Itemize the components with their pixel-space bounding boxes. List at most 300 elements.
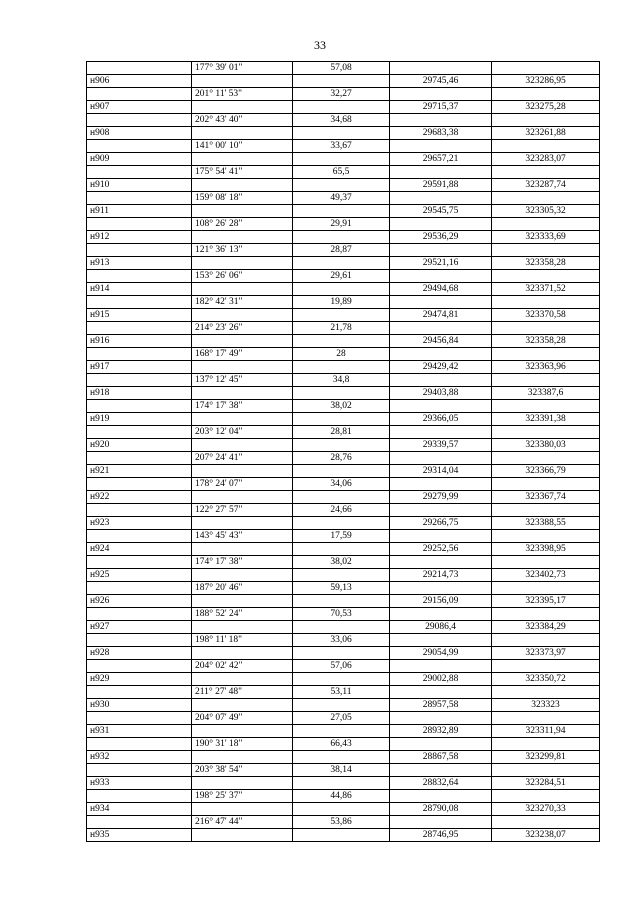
direction-angle-cell xyxy=(192,413,293,426)
distance-cell: 44,86 xyxy=(293,790,390,803)
point-name-cell xyxy=(87,452,192,465)
point-name-cell xyxy=(87,556,192,569)
coord-x-cell: 29339,57 xyxy=(390,439,492,452)
table-row xyxy=(87,426,600,439)
page-number: 33 xyxy=(314,38,326,52)
coord-x-cell xyxy=(390,764,492,777)
coord-x-cell: 28957,58 xyxy=(390,699,492,712)
coord-y-cell xyxy=(492,608,600,621)
point-name-cell: н920 xyxy=(87,439,192,452)
direction-angle-cell xyxy=(192,205,293,218)
direction-angle-cell: 178° 24' 07" xyxy=(192,478,293,491)
coord-x-cell xyxy=(390,816,492,829)
direction-angle-cell xyxy=(192,803,293,816)
point-name-cell: н935 xyxy=(87,829,192,842)
table-row xyxy=(87,582,600,595)
direction-angle-cell xyxy=(192,309,293,322)
point-name-cell: н910 xyxy=(87,179,192,192)
point-name-cell xyxy=(87,322,192,335)
distance-cell: 17,59 xyxy=(293,530,390,543)
coord-y-cell: 323323 xyxy=(492,699,600,712)
coord-y-cell: 323358,28 xyxy=(492,257,600,270)
coord-y-cell xyxy=(492,634,600,647)
table-row xyxy=(87,205,600,218)
coord-x-cell xyxy=(390,556,492,569)
coord-y-cell xyxy=(492,530,600,543)
coord-y-cell xyxy=(492,62,600,75)
coord-y-cell xyxy=(492,322,600,335)
table-row xyxy=(87,530,600,543)
direction-angle-cell xyxy=(192,517,293,530)
direction-angle-cell xyxy=(192,75,293,88)
coord-x-cell: 29002,88 xyxy=(390,673,492,686)
coord-x-cell: 29314,04 xyxy=(390,465,492,478)
distance-cell: 28,76 xyxy=(293,452,390,465)
coord-y-cell: 323384,29 xyxy=(492,621,600,634)
distance-cell: 34,06 xyxy=(293,478,390,491)
distance-cell xyxy=(293,803,390,816)
coord-x-cell xyxy=(390,296,492,309)
coord-x-cell: 28832,64 xyxy=(390,777,492,790)
distance-cell xyxy=(293,413,390,426)
coord-y-cell: 323358,28 xyxy=(492,335,600,348)
direction-angle-cell: 211° 27' 48" xyxy=(192,686,293,699)
direction-angle-cell: 204° 07' 49" xyxy=(192,712,293,725)
point-name-cell: н926 xyxy=(87,595,192,608)
table-row xyxy=(87,439,600,452)
coord-x-cell xyxy=(390,504,492,517)
table-row xyxy=(87,101,600,114)
coord-x-cell: 29429,42 xyxy=(390,361,492,374)
coord-x-cell: 29266,75 xyxy=(390,517,492,530)
coord-y-cell: 323287,74 xyxy=(492,179,600,192)
distance-cell: 57,06 xyxy=(293,660,390,673)
distance-cell xyxy=(293,595,390,608)
coord-y-cell: 323391,38 xyxy=(492,413,600,426)
coord-x-cell xyxy=(390,478,492,491)
direction-angle-cell xyxy=(192,231,293,244)
coord-x-cell: 29366,05 xyxy=(390,413,492,426)
point-name-cell: н911 xyxy=(87,205,192,218)
point-name-cell xyxy=(87,62,192,75)
coord-x-cell: 29156,09 xyxy=(390,595,492,608)
table-row xyxy=(87,179,600,192)
coord-x-cell xyxy=(390,400,492,413)
direction-angle-cell xyxy=(192,257,293,270)
table-row xyxy=(87,725,600,738)
point-name-cell: н916 xyxy=(87,335,192,348)
table-row xyxy=(87,452,600,465)
direction-angle-cell xyxy=(192,543,293,556)
point-name-cell: н923 xyxy=(87,517,192,530)
point-name-cell: н912 xyxy=(87,231,192,244)
table-row xyxy=(87,257,600,270)
direction-angle-cell xyxy=(192,179,293,192)
coord-y-cell: 323284,51 xyxy=(492,777,600,790)
table-row xyxy=(87,504,600,517)
direction-angle-cell: 187° 20' 46" xyxy=(192,582,293,595)
coord-y-cell: 323373,97 xyxy=(492,647,600,660)
direction-angle-cell: 190° 31' 18" xyxy=(192,738,293,751)
point-name-cell xyxy=(87,88,192,101)
direction-angle-cell xyxy=(192,647,293,660)
direction-angle-cell: 177° 39' 01" xyxy=(192,62,293,75)
coord-y-cell xyxy=(492,374,600,387)
direction-angle-cell: 122° 27' 57" xyxy=(192,504,293,517)
direction-angle-cell: 207° 24' 41" xyxy=(192,452,293,465)
coord-x-cell xyxy=(390,244,492,257)
table-row xyxy=(87,491,600,504)
coordinates-table-body xyxy=(87,62,600,842)
table-row xyxy=(87,400,600,413)
distance-cell xyxy=(293,127,390,140)
coord-y-cell: 323350,72 xyxy=(492,673,600,686)
point-name-cell xyxy=(87,244,192,257)
point-name-cell: н918 xyxy=(87,387,192,400)
table-row xyxy=(87,127,600,140)
coord-x-cell: 29456,84 xyxy=(390,335,492,348)
coord-y-cell xyxy=(492,764,600,777)
coord-y-cell xyxy=(492,660,600,673)
point-name-cell xyxy=(87,712,192,725)
coord-x-cell xyxy=(390,114,492,127)
table-row xyxy=(87,673,600,686)
coord-x-cell: 29252,56 xyxy=(390,543,492,556)
table-row xyxy=(87,244,600,257)
point-name-cell xyxy=(87,426,192,439)
coord-x-cell: 28746,95 xyxy=(390,829,492,842)
direction-angle-cell xyxy=(192,595,293,608)
point-name-cell: н917 xyxy=(87,361,192,374)
point-name-cell xyxy=(87,764,192,777)
table-row xyxy=(87,283,600,296)
coord-y-cell xyxy=(492,816,600,829)
coord-y-cell xyxy=(492,582,600,595)
direction-angle-cell: 174° 17' 38" xyxy=(192,400,293,413)
table-row xyxy=(87,699,600,712)
point-name-cell: н908 xyxy=(87,127,192,140)
coord-x-cell xyxy=(390,218,492,231)
coord-y-cell xyxy=(492,452,600,465)
distance-cell xyxy=(293,569,390,582)
coord-y-cell xyxy=(492,738,600,751)
coord-y-cell xyxy=(492,270,600,283)
distance-cell xyxy=(293,621,390,634)
coord-y-cell xyxy=(492,790,600,803)
coord-x-cell xyxy=(390,374,492,387)
coord-x-cell xyxy=(390,738,492,751)
coord-x-cell xyxy=(390,192,492,205)
coord-y-cell xyxy=(492,712,600,725)
coord-y-cell: 323305,32 xyxy=(492,205,600,218)
distance-cell xyxy=(293,465,390,478)
distance-cell xyxy=(293,101,390,114)
coord-y-cell: 323398,95 xyxy=(492,543,600,556)
coord-x-cell: 29494,68 xyxy=(390,283,492,296)
coord-x-cell xyxy=(390,582,492,595)
distance-cell: 24,66 xyxy=(293,504,390,517)
point-name-cell xyxy=(87,660,192,673)
distance-cell xyxy=(293,335,390,348)
point-name-cell: н927 xyxy=(87,621,192,634)
coord-y-cell: 323299,81 xyxy=(492,751,600,764)
point-name-cell xyxy=(87,504,192,517)
direction-angle-cell: 216° 47' 44" xyxy=(192,816,293,829)
coord-x-cell xyxy=(390,62,492,75)
point-name-cell: н932 xyxy=(87,751,192,764)
point-name-cell: н915 xyxy=(87,309,192,322)
coord-y-cell xyxy=(492,348,600,361)
coord-y-cell: 323275,28 xyxy=(492,101,600,114)
table-row xyxy=(87,361,600,374)
distance-cell xyxy=(293,283,390,296)
point-name-cell: н921 xyxy=(87,465,192,478)
coord-x-cell xyxy=(390,426,492,439)
direction-angle-cell xyxy=(192,387,293,400)
coord-x-cell xyxy=(390,660,492,673)
coord-y-cell xyxy=(492,192,600,205)
coord-x-cell xyxy=(390,270,492,283)
table-row xyxy=(87,543,600,556)
point-name-cell: н906 xyxy=(87,75,192,88)
table-row xyxy=(87,322,600,335)
point-name-cell xyxy=(87,140,192,153)
table-row xyxy=(87,335,600,348)
table-row xyxy=(87,62,600,75)
table-row xyxy=(87,751,600,764)
coord-x-cell xyxy=(390,140,492,153)
direction-angle-cell: 202° 43' 40" xyxy=(192,114,293,127)
coord-y-cell xyxy=(492,296,600,309)
coord-y-cell: 323370,58 xyxy=(492,309,600,322)
distance-cell xyxy=(293,673,390,686)
coord-x-cell: 29545,75 xyxy=(390,205,492,218)
distance-cell xyxy=(293,387,390,400)
direction-angle-cell: 121° 36' 13" xyxy=(192,244,293,257)
distance-cell xyxy=(293,543,390,556)
table-row xyxy=(87,348,600,361)
coord-y-cell: 323380,03 xyxy=(492,439,600,452)
point-name-cell xyxy=(87,634,192,647)
point-name-cell xyxy=(87,270,192,283)
direction-angle-cell xyxy=(192,751,293,764)
table-row xyxy=(87,413,600,426)
coord-y-cell xyxy=(492,426,600,439)
point-name-cell xyxy=(87,790,192,803)
table-row xyxy=(87,790,600,803)
direction-angle-cell: 204° 02' 42" xyxy=(192,660,293,673)
point-name-cell: н929 xyxy=(87,673,192,686)
coord-x-cell xyxy=(390,634,492,647)
coord-x-cell: 29403,88 xyxy=(390,387,492,400)
direction-angle-cell xyxy=(192,777,293,790)
distance-cell xyxy=(293,179,390,192)
table-row xyxy=(87,88,600,101)
coord-x-cell: 29745,46 xyxy=(390,75,492,88)
distance-cell: 57,08 xyxy=(293,62,390,75)
direction-angle-cell: 159° 08' 18" xyxy=(192,192,293,205)
direction-angle-cell: 201° 11' 53" xyxy=(192,88,293,101)
distance-cell: 32,27 xyxy=(293,88,390,101)
coord-y-cell: 323286,95 xyxy=(492,75,600,88)
coord-x-cell: 29521,16 xyxy=(390,257,492,270)
distance-cell xyxy=(293,725,390,738)
coord-x-cell: 29657,21 xyxy=(390,153,492,166)
distance-cell xyxy=(293,205,390,218)
coord-y-cell xyxy=(492,140,600,153)
direction-angle-cell xyxy=(192,491,293,504)
distance-cell xyxy=(293,751,390,764)
table-row xyxy=(87,569,600,582)
table-row xyxy=(87,309,600,322)
coord-x-cell xyxy=(390,608,492,621)
distance-cell xyxy=(293,231,390,244)
point-name-cell xyxy=(87,686,192,699)
coord-y-cell: 323363,96 xyxy=(492,361,600,374)
direction-angle-cell: 174° 17' 38" xyxy=(192,556,293,569)
distance-cell: 29,91 xyxy=(293,218,390,231)
coord-y-cell xyxy=(492,478,600,491)
table-row xyxy=(87,192,600,205)
coord-x-cell: 29591,88 xyxy=(390,179,492,192)
coord-y-cell: 323270,33 xyxy=(492,803,600,816)
coord-y-cell: 323367,74 xyxy=(492,491,600,504)
table-row xyxy=(87,556,600,569)
distance-cell: 28 xyxy=(293,348,390,361)
coord-y-cell xyxy=(492,218,600,231)
coord-x-cell: 29054,99 xyxy=(390,647,492,660)
table-row xyxy=(87,270,600,283)
direction-angle-cell xyxy=(192,127,293,140)
point-name-cell: н933 xyxy=(87,777,192,790)
coord-y-cell: 323387,6 xyxy=(492,387,600,400)
direction-angle-cell: 182° 42' 31" xyxy=(192,296,293,309)
direction-angle-cell: 141° 00' 10" xyxy=(192,140,293,153)
table-row xyxy=(87,140,600,153)
table-row xyxy=(87,595,600,608)
coord-y-cell: 323261,88 xyxy=(492,127,600,140)
coord-x-cell: 29214,73 xyxy=(390,569,492,582)
distance-cell: 38,02 xyxy=(293,556,390,569)
coord-y-cell: 323402,73 xyxy=(492,569,600,582)
coord-x-cell xyxy=(390,166,492,179)
coord-y-cell xyxy=(492,166,600,179)
point-name-cell xyxy=(87,608,192,621)
table-row xyxy=(87,153,600,166)
coord-x-cell: 29715,37 xyxy=(390,101,492,114)
direction-angle-cell: 175° 54' 41" xyxy=(192,166,293,179)
table-row xyxy=(87,816,600,829)
direction-angle-cell: 188° 52' 24" xyxy=(192,608,293,621)
point-name-cell xyxy=(87,218,192,231)
distance-cell xyxy=(293,309,390,322)
distance-cell xyxy=(293,75,390,88)
distance-cell xyxy=(293,647,390,660)
point-name-cell: н913 xyxy=(87,257,192,270)
table-row xyxy=(87,75,600,88)
coord-y-cell xyxy=(492,114,600,127)
direction-angle-cell: 198° 25' 37" xyxy=(192,790,293,803)
table-row xyxy=(87,218,600,231)
point-name-cell xyxy=(87,530,192,543)
distance-cell: 28,81 xyxy=(293,426,390,439)
coord-x-cell xyxy=(390,712,492,725)
coord-x-cell xyxy=(390,88,492,101)
coord-x-cell xyxy=(390,530,492,543)
table-row xyxy=(87,114,600,127)
direction-angle-cell xyxy=(192,153,293,166)
direction-angle-cell: 168° 17' 49" xyxy=(192,348,293,361)
distance-cell: 65,5 xyxy=(293,166,390,179)
coord-y-cell: 323283,07 xyxy=(492,153,600,166)
direction-angle-cell: 203° 12' 04" xyxy=(192,426,293,439)
table-row xyxy=(87,621,600,634)
distance-cell: 33,06 xyxy=(293,634,390,647)
distance-cell xyxy=(293,491,390,504)
coord-x-cell: 29683,38 xyxy=(390,127,492,140)
direction-angle-cell xyxy=(192,725,293,738)
table-row xyxy=(87,517,600,530)
coord-x-cell xyxy=(390,452,492,465)
distance-cell: 53,11 xyxy=(293,686,390,699)
direction-angle-cell: 137° 12' 45" xyxy=(192,374,293,387)
distance-cell xyxy=(293,439,390,452)
point-name-cell xyxy=(87,478,192,491)
table-row xyxy=(87,465,600,478)
point-name-cell: н922 xyxy=(87,491,192,504)
distance-cell: 34,8 xyxy=(293,374,390,387)
coord-x-cell xyxy=(390,348,492,361)
point-name-cell xyxy=(87,192,192,205)
coord-x-cell xyxy=(390,686,492,699)
table-row xyxy=(87,166,600,179)
point-name-cell: н914 xyxy=(87,283,192,296)
direction-angle-cell xyxy=(192,439,293,452)
coord-y-cell xyxy=(492,504,600,517)
direction-angle-cell xyxy=(192,569,293,582)
distance-cell: 59,13 xyxy=(293,582,390,595)
coord-y-cell: 323333,69 xyxy=(492,231,600,244)
point-name-cell xyxy=(87,348,192,361)
direction-angle-cell: 214° 23' 26" xyxy=(192,322,293,335)
table-row xyxy=(87,764,600,777)
direction-angle-cell: 143° 45' 43" xyxy=(192,530,293,543)
direction-angle-cell xyxy=(192,361,293,374)
table-row xyxy=(87,803,600,816)
coord-y-cell xyxy=(492,400,600,413)
table-row xyxy=(87,647,600,660)
table-row xyxy=(87,231,600,244)
coord-x-cell: 28932,89 xyxy=(390,725,492,738)
coord-y-cell: 323311,94 xyxy=(492,725,600,738)
coord-x-cell: 28790,08 xyxy=(390,803,492,816)
point-name-cell: н907 xyxy=(87,101,192,114)
coord-x-cell xyxy=(390,322,492,335)
direction-angle-cell xyxy=(192,283,293,296)
distance-cell: 34,68 xyxy=(293,114,390,127)
direction-angle-cell xyxy=(192,335,293,348)
point-name-cell xyxy=(87,738,192,751)
distance-cell: 27,05 xyxy=(293,712,390,725)
coord-x-cell: 29279,99 xyxy=(390,491,492,504)
point-name-cell: н930 xyxy=(87,699,192,712)
distance-cell: 66,43 xyxy=(293,738,390,751)
distance-cell xyxy=(293,699,390,712)
direction-angle-cell xyxy=(192,829,293,842)
distance-cell: 29,61 xyxy=(293,270,390,283)
coord-y-cell xyxy=(492,686,600,699)
point-name-cell xyxy=(87,816,192,829)
